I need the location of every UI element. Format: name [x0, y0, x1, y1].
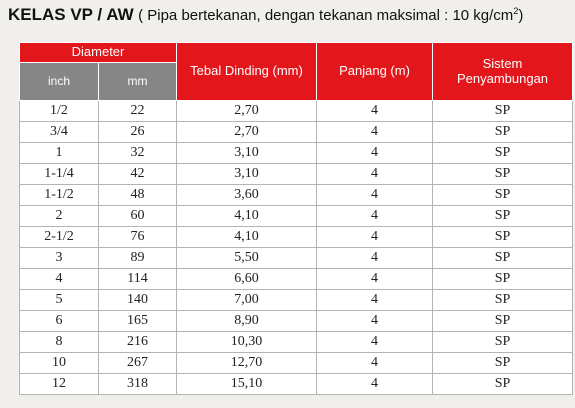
cell-tebal: 4,10: [177, 206, 317, 227]
cell-inch: 3/4: [20, 122, 99, 143]
cell-mm: 165: [99, 311, 177, 332]
table-row: [20, 122, 573, 143]
pipe-spec-table: [19, 42, 573, 395]
subtitle-text: ( Pipa bertekanan, dengan tekanan maksimal : 10 kg/cm: [138, 7, 514, 24]
cell-sistem: SP: [433, 353, 573, 374]
cell-sistem: SP: [433, 101, 573, 122]
table-row: [20, 290, 573, 311]
cell-mm: 114: [99, 269, 177, 290]
header-sistem-penyambungan: [433, 43, 573, 101]
cell-mm: 89: [99, 248, 177, 269]
cell-tebal: 6,60: [177, 269, 317, 290]
page-title: [8, 6, 523, 24]
cell-tebal: 3,10: [177, 164, 317, 185]
cell-tebal: 7,00: [177, 290, 317, 311]
table-row: [20, 101, 573, 122]
table-row: [20, 311, 573, 332]
cell-inch: 1-1/4: [20, 164, 99, 185]
cell-tebal: 5,50: [177, 248, 317, 269]
cell-inch: 3: [20, 248, 99, 269]
cell-inch: 1-1/2: [20, 185, 99, 206]
cell-panjang: 4: [317, 143, 433, 164]
cell-panjang: 4: [317, 206, 433, 227]
cell-panjang: 4: [317, 101, 433, 122]
cell-mm: 48: [99, 185, 177, 206]
cell-panjang: 4: [317, 185, 433, 206]
header-panjang: Panjang (m): [317, 43, 433, 101]
table-row: [20, 374, 573, 395]
table-row: [20, 332, 573, 353]
cell-tebal: 15,10: [177, 374, 317, 395]
cell-sistem: SP: [433, 290, 573, 311]
cell-panjang: 4: [317, 353, 433, 374]
cell-panjang: 4: [317, 164, 433, 185]
table-header: [20, 43, 573, 101]
header-sistem-line2: Penyambungan: [456, 70, 549, 86]
cell-tebal: 10,30: [177, 332, 317, 353]
cell-inch: 1: [20, 143, 99, 164]
cell-panjang: 4: [317, 332, 433, 353]
cell-mm: 267: [99, 353, 177, 374]
table-body: [20, 101, 573, 395]
cell-panjang: 4: [317, 269, 433, 290]
cell-sistem: SP: [433, 185, 573, 206]
table-row: [20, 164, 573, 185]
cell-panjang: 4: [317, 122, 433, 143]
cell-tebal: 12,70: [177, 353, 317, 374]
subtitle-close: ): [518, 7, 524, 24]
table-row: [20, 143, 573, 164]
cell-sistem: SP: [433, 164, 573, 185]
cell-panjang: 4: [317, 374, 433, 395]
cell-panjang: 4: [317, 248, 433, 269]
cell-sistem: SP: [433, 122, 573, 143]
table-row: [20, 227, 573, 248]
cell-mm: 318: [99, 374, 177, 395]
cell-mm: 42: [99, 164, 177, 185]
cell-sistem: SP: [433, 143, 573, 164]
cell-mm: 32: [99, 143, 177, 164]
cell-inch: 8: [20, 332, 99, 353]
cell-panjang: 4: [317, 311, 433, 332]
cell-mm: 26: [99, 122, 177, 143]
cell-inch: 6: [20, 311, 99, 332]
cell-sistem: SP: [433, 269, 573, 290]
cell-inch: 4: [20, 269, 99, 290]
header-tebal-dinding: Tebal Dinding (mm): [177, 43, 317, 101]
cell-tebal: 3,60: [177, 185, 317, 206]
header-sistem-line1: Sistem: [482, 55, 523, 71]
cell-mm: 22: [99, 101, 177, 122]
table-row: [20, 353, 573, 374]
cell-sistem: SP: [433, 311, 573, 332]
cell-sistem: SP: [433, 332, 573, 353]
table-row: [20, 185, 573, 206]
header-mm: mm: [99, 63, 177, 101]
cell-sistem: SP: [433, 248, 573, 269]
cell-tebal: 8,90: [177, 311, 317, 332]
header-diameter: Diameter: [20, 43, 177, 63]
cell-tebal: 2,70: [177, 122, 317, 143]
cell-sistem: SP: [433, 206, 573, 227]
cell-inch: 5: [20, 290, 99, 311]
title-main: KELAS VP / AW: [8, 5, 134, 24]
cell-sistem: SP: [433, 227, 573, 248]
cell-mm: 60: [99, 206, 177, 227]
table-row: [20, 206, 573, 227]
title-subtitle: [138, 7, 523, 24]
cell-sistem: SP: [433, 374, 573, 395]
cell-inch: 2: [20, 206, 99, 227]
cell-tebal: 2,70: [177, 101, 317, 122]
cell-inch: 10: [20, 353, 99, 374]
cell-mm: 216: [99, 332, 177, 353]
cell-inch: 2-1/2: [20, 227, 99, 248]
cell-inch: 1/2: [20, 101, 99, 122]
cell-panjang: 4: [317, 290, 433, 311]
cell-inch: 12: [20, 374, 99, 395]
table-row: [20, 248, 573, 269]
cell-panjang: 4: [317, 227, 433, 248]
cell-tebal: 4,10: [177, 227, 317, 248]
cell-mm: 140: [99, 290, 177, 311]
cell-tebal: 3,10: [177, 143, 317, 164]
table-row: [20, 269, 573, 290]
subtitle-superscript: 2: [513, 6, 519, 16]
cell-mm: 76: [99, 227, 177, 248]
header-inch: inch: [20, 63, 99, 101]
